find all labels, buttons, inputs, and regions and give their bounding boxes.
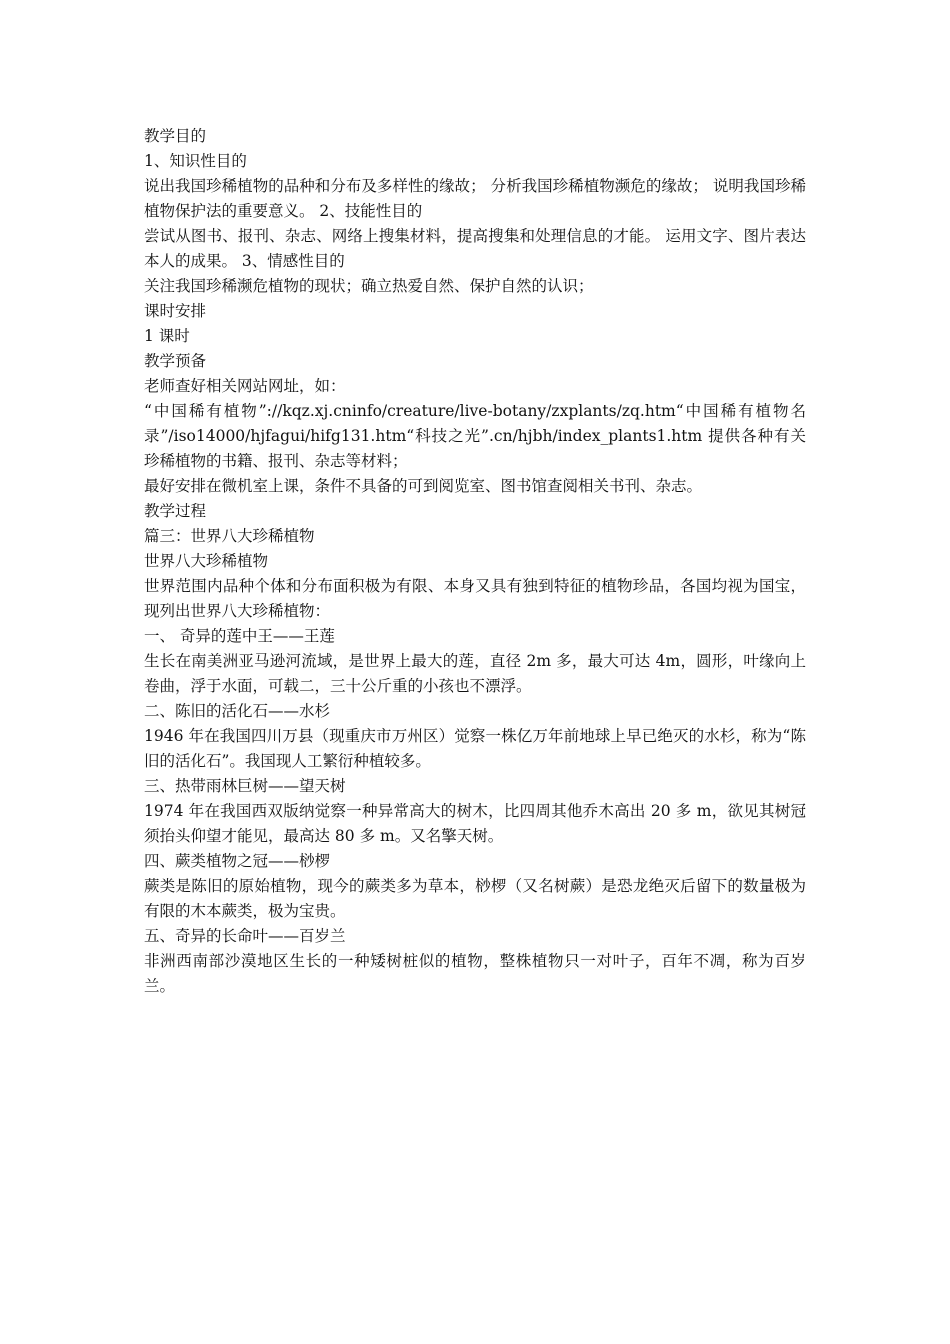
paragraph: 生长在南美洲亚马逊河流域，是世界上最大的莲，直径 2m 多，最大可达 4m，圆形，叶缘向上卷曲，浮于水面，可载二，三十公斤重的小孩也不漂浮。 (144, 652, 806, 695)
paragraph: 最好安排在微机室上课，条件不具备的可到阅览室、图书馆查阅相关书刊、杂志。 (144, 477, 703, 495)
paragraph: 蕨类是陈旧的原始植物，现今的蕨类多为草本，桫椤（又名树蕨）是恐龙绝灭后留下的数量极为有限的木本蕨类，极为宝贵。 (144, 877, 806, 920)
subheading-knowledge-goals: 1、知识性目的 (144, 152, 247, 170)
paragraph-websites: “中国稀有植物”://kqz.xj.cninfo/creature/live-botany/zxplants/zq.htm“中国稀有植物名录”/iso14000/hjfagui/hifg131.htm“科技之光”.cn/hjbh/index_plants1.htm 提供各种有关珍稀植物的书籍、报刊、杂志等材料； (144, 402, 806, 470)
paragraph: 1 课时 (144, 327, 190, 345)
paragraph-intro: 世界范围内品种个体和分布面积极为有限、本身又具有独到特征的植物珍品，各国均视为国宝，现列出世界八大珍稀植物： (144, 577, 806, 620)
document-body (144, 124, 806, 999)
paragraph: 关注我国珍稀濒危植物的现状；确立热爱自然、保护自然的认识； (144, 277, 594, 295)
section-heading-teaching-goals: 教学目的 (144, 127, 207, 145)
item-heading-5: 五、奇异的长命叶——百岁兰 (144, 927, 346, 945)
paragraph: 1974 年在我国西双版纳觉察一种异常高大的树木，比四周其他乔木高出 20 多 m，欲见其树冠须抬头仰望才能见，最高达 80 多 m。又名擎天树。 (144, 802, 806, 845)
item-heading-1: 一、 奇异的莲中王——王莲 (144, 627, 335, 645)
article-title: 世界八大珍稀植物 (144, 552, 269, 570)
section-heading-process: 教学过程 (144, 502, 207, 520)
paragraph: 说出我国珍稀植物的品种和分布及多样性的缘故； 分析我国珍稀植物濒危的缘故； 说明我国珍稀植物保护法的重要意义。 2、技能性目的 (144, 177, 806, 220)
chapter-title: 篇三：世界八大珍稀植物 (144, 527, 315, 545)
item-heading-4: 四、蕨类植物之冠——桫椤 (144, 852, 331, 870)
section-heading-schedule: 课时安排 (144, 302, 207, 320)
paragraph: 1946 年在我国四川万县（现重庆市万州区）觉察一株亿万年前地球上早已绝灭的水杉，称为“陈旧的活化石”。我国现人工繁衍种植较多。 (144, 727, 806, 770)
item-heading-2: 二、陈旧的活化石——水杉 (144, 702, 331, 720)
item-heading-3: 三、热带雨林巨树——望天树 (144, 777, 346, 795)
section-heading-preparation: 教学预备 (144, 352, 207, 370)
paragraph: 尝试从图书、报刊、杂志、网络上搜集材料，提高搜集和处理信息的才能。 运用文字、图片表达本人的成果。 3、情感性目的 (144, 227, 806, 270)
paragraph: 非洲西南部沙漠地区生长的一种矮树桩似的植物，整株植物只一对叶子，百年不凋，称为百岁兰。 (144, 952, 806, 995)
paragraph: 老师查好相关网站网址，如： (144, 377, 346, 395)
